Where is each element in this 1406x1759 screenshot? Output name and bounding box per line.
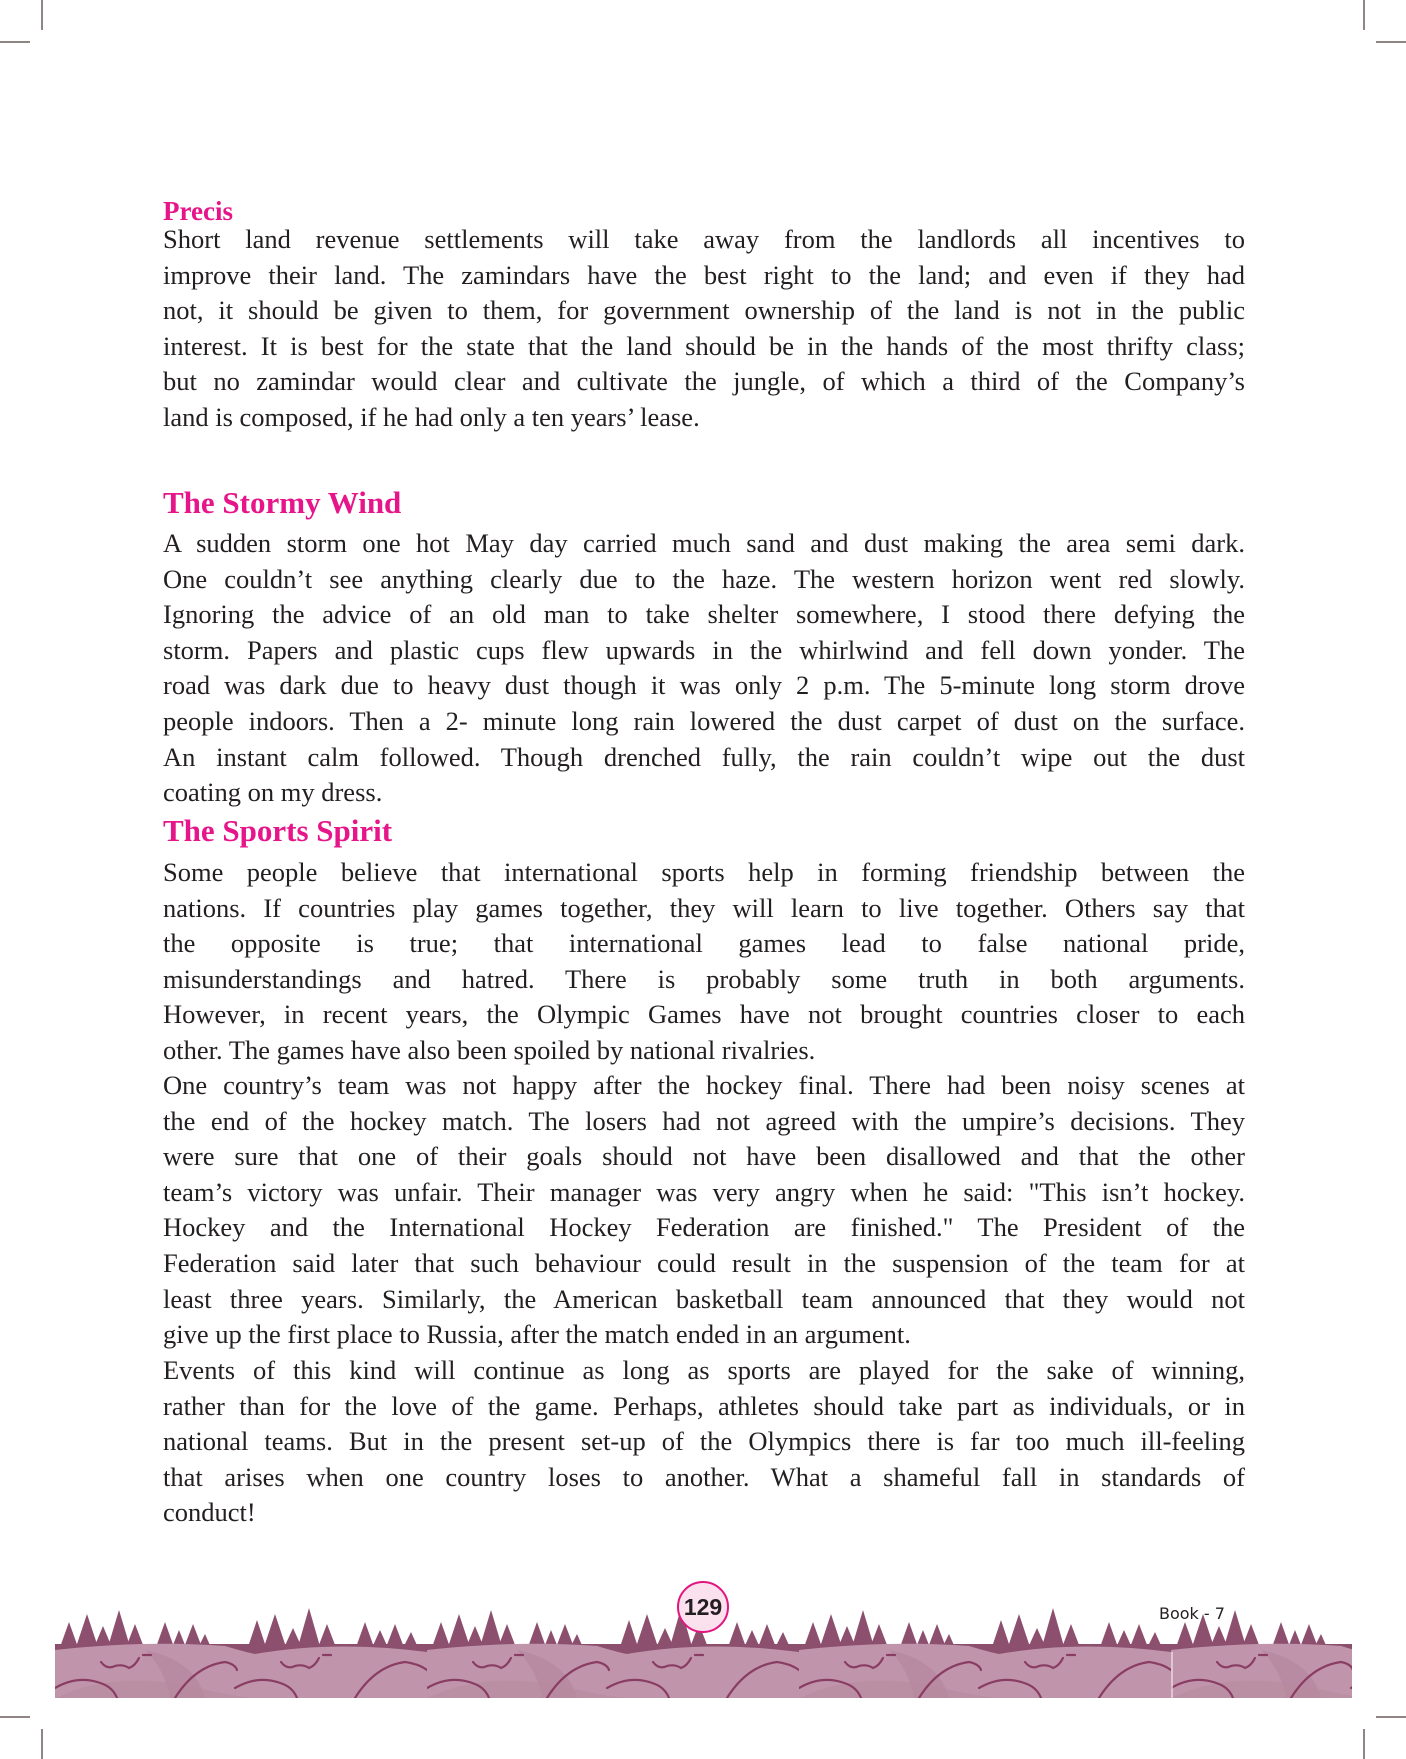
stormy-wind-paragraph bbox=[163, 526, 1245, 811]
section-heading-sports-spirit: The Sports Spirit bbox=[163, 813, 393, 848]
text-line: road was dark due to heavy dust though it was only 2 p.m. The 5-minute long storm drove bbox=[163, 670, 1245, 701]
text-line: the opposite is true; that international games lead to false national pride, bbox=[163, 928, 1245, 959]
text-line: nations. If countries play games together, they will learn to live together. Others say that bbox=[163, 892, 1245, 923]
text-line: One country’s team was not happy after the hockey final. There had been noisy scenes at bbox=[163, 1070, 1245, 1100]
text-line: land is composed, if he had only a ten years’ lease. bbox=[163, 401, 700, 432]
text-line: people indoors. Then a 2- minute long rain lowered the dust carpet of dust on the surface. bbox=[163, 705, 1245, 736]
text-line: team’s victory was unfair. Their manager was very angry when he said: "This isn’t hockey. bbox=[163, 1176, 1245, 1207]
crop-mark-top-left-vertical bbox=[41, 0, 43, 30]
text-line: but no zamindar would clear and cultivate the jungle, of which a third of the Company’s bbox=[163, 366, 1245, 397]
text-line: A sudden storm one hot May day carried much sand and dust making the area semi dark. bbox=[163, 528, 1245, 558]
text-line: give up the first place to Russia, after the match ended in an argument. bbox=[163, 1319, 911, 1350]
crop-mark-bottom-left-vertical bbox=[41, 1729, 43, 1759]
crop-mark-bottom-left-horizontal bbox=[0, 1716, 30, 1718]
text-line: coating on my dress. bbox=[163, 777, 383, 808]
text-line: the end of the hockey match. The losers had not agreed with the umpire’s decisions. They bbox=[163, 1105, 1245, 1136]
text-line: other. The games have also been spoiled by national rivalries. bbox=[163, 1034, 816, 1065]
text-line: An instant calm followed. Though drenched fully, the rain couldn’t wipe out the dust bbox=[163, 741, 1245, 772]
book-label: Book - 7 bbox=[1159, 1604, 1225, 1623]
text-line: One couldn’t see anything clearly due to the haze. The western horizon went red slowly. bbox=[163, 563, 1245, 594]
crop-mark-top-right-vertical bbox=[1363, 0, 1365, 30]
text-line: were sure that one of their goals should not have been disallowed and that the other bbox=[163, 1141, 1245, 1172]
sports-spirit-paragraph-1 bbox=[163, 855, 1245, 1069]
page-number: 129 bbox=[683, 1593, 723, 1620]
text-line: least three years. Similarly, the American basketball team announced that they would not bbox=[163, 1283, 1245, 1314]
section-heading-stormy-wind: The Stormy Wind bbox=[163, 485, 402, 520]
text-line: misunderstandings and hatred. There is probably some truth in both arguments. bbox=[163, 963, 1245, 994]
crop-mark-bottom-right-vertical bbox=[1363, 1729, 1365, 1759]
crop-mark-bottom-right-horizontal bbox=[1376, 1716, 1406, 1718]
sports-spirit-paragraph-3 bbox=[163, 1353, 1245, 1531]
text-line: However, in recent years, the Olympic Games have not brought countries closer to each bbox=[163, 999, 1245, 1030]
sports-spirit-paragraph-2 bbox=[163, 1068, 1245, 1353]
text-line: that arises when one country loses to another. What a shameful fall in standards of bbox=[163, 1461, 1245, 1492]
text-line: Events of this kind will continue as long as sports are played for the sake of winning, bbox=[163, 1355, 1245, 1385]
text-line: improve their land. The zamindars have the best right to the land; and even if they had bbox=[163, 259, 1245, 290]
text-line: national teams. But in the present set-up of the Olympics there is far too much ill-feeling bbox=[163, 1426, 1245, 1457]
crop-mark-top-right-horizontal bbox=[1376, 41, 1406, 43]
text-line: conduct! bbox=[163, 1497, 256, 1528]
text-line: Hockey and the International Hockey Federation are finished." The President of the bbox=[163, 1212, 1245, 1243]
text-line: Ignoring the advice of an old man to take shelter somewhere, I stood there defying the bbox=[163, 599, 1245, 630]
text-line: Some people believe that international sports help in forming friendship between the bbox=[163, 857, 1245, 887]
precis-paragraph bbox=[163, 222, 1245, 436]
text-line: not, it should be given to them, for government ownership of the land is not in the public bbox=[163, 295, 1245, 326]
text-line: storm. Papers and plastic cups flew upwards in the whirlwind and fell down yonder. The bbox=[163, 634, 1245, 665]
page-number-badge bbox=[677, 1581, 729, 1633]
text-line: interest. It is best for the state that the land should be in the hands of the most thrifty class; bbox=[163, 330, 1245, 361]
crop-mark-top-left-horizontal bbox=[0, 41, 30, 43]
text-line: Federation said later that such behaviour could result in the suspension of the team for at bbox=[163, 1247, 1245, 1278]
section-heading-precis: Precis bbox=[163, 196, 233, 226]
text-line: Short land revenue settlements will take away from the landlords all incentives to bbox=[163, 224, 1245, 254]
text-line: rather than for the love of the game. Perhaps, athletes should take part as individuals, or in bbox=[163, 1390, 1245, 1421]
